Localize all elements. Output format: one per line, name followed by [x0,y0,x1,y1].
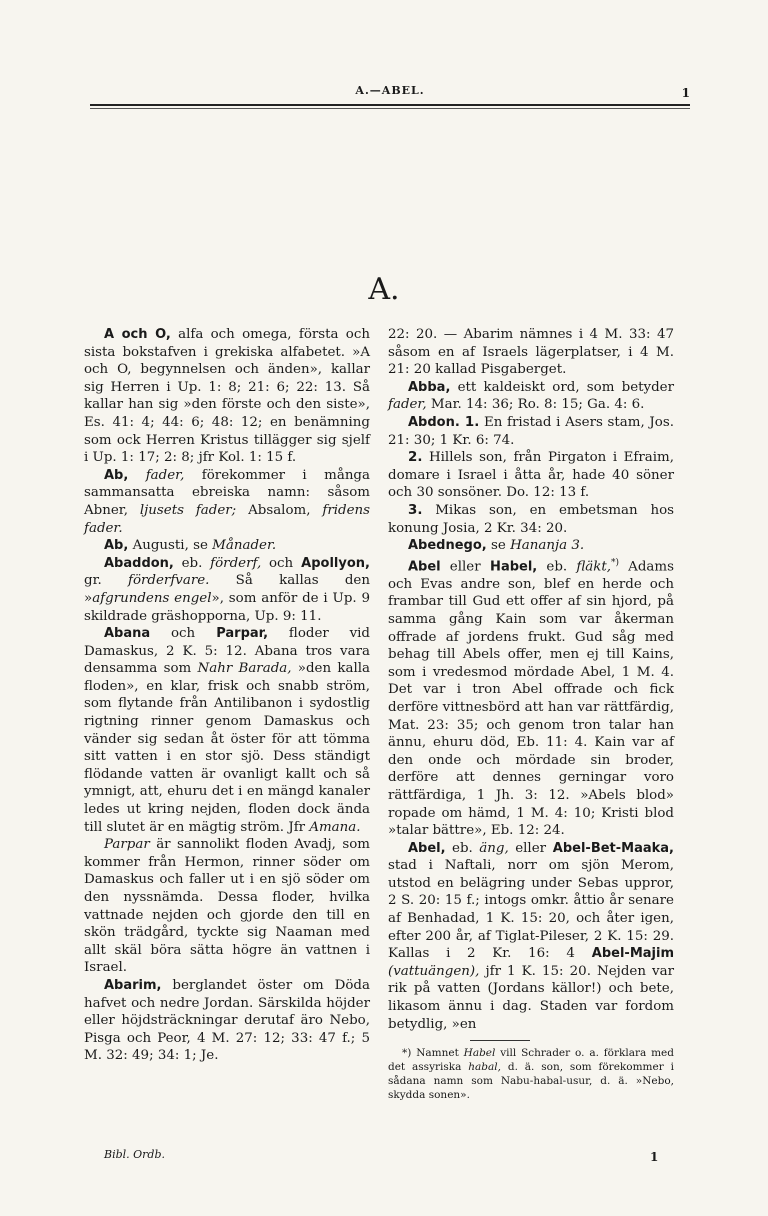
section-letter: A. [368,272,400,307]
entry-abba: Abba, ett kaldeiskt ord, som betyder fader, Mar. 14: 36; Ro. 8: 15; Ga. 4: 6. [388,379,674,413]
footnote: *) Namnet Habel vill Schrader o. a. förklara med det assyriska habal, d. ä. son, som förekommer i sådana namn som Nabu-habal-usur, d. ä. »Nebo, skydda sonen». [388,1047,674,1101]
headword: Ab, [104,467,129,483]
signature-mark: Bibl. Ordb. [104,1148,166,1161]
running-header [90,84,690,104]
page-number: 1 [681,86,690,100]
entry-abana: Abana och Parpar, floder vid Damaskus, 2 K. 5: 12. Abana tros vara densamma som Nahr Barada, »den kalla floden», en klar, frisk och snabb ström, som flytande från Antilibanon i sydostlig rigtning rinner genom Damaskus och vänder sig sedan åt öster för att tömma sitt vatten i en stor sjö. Dess ständigt flödande vatten är ovanligt kallt och så ymnigt, att, ehuru det i en mängd kanaler ledes ut kring nejden, floden dock ända till slutet är en mägtig ström. Jfr Amana. [84,626,371,835]
headword: Abba, [408,379,451,395]
entry-a-och-o: A och O, alfa och omega, första och sista bokstafven i grekiska alfabetet. »A och O, begynnelsen och änden», kallar sig Herren i Up. 1: 8; 21: 6; 22: 13. Så kallar han sig »den förste och den siste», Es. 41: 4; 44: 6; 48: 12; en benämning som ock Herren Kristus tillägger sig sjelf i Up. 1: 17; 2: 8; jfr Kol. 1: 15 f. [84,327,370,466]
running-title: A.—ABEL. [355,84,425,97]
footnote-mark: *) [402,1047,412,1059]
footnote-rule [470,1040,530,1041]
headword: Abel [408,559,441,575]
entry-abdon-3: 3. Mikas son, en embetsman hos konung Josia, 2 Kr. 34: 20. [388,502,674,536]
entry-abel-habel: Abel eller Habel, eb. fläkt,*) Adams och Evas andre son, blef en herde och frambar till Gud ett offer af sin hjord, på samma gång Kain som var åkerman offrade af jordens frukt. Gud såg med behag till Abels offer, men ej till Kains, som i vredesmod mördade Abel, 1 M. 4. Det var i tron Abel offrade och fick derföre vittnesbörd att han var rättfärdig, Mat. 23: 35; och genom tron talar han ännu, ehuru död, Eb. 11: 4. Kain var af den onde och mördade sin broder, derföre att dennes gerningar voro rättfärdiga, 1 Jh. 3: 12. »Abels blod» ropade om hämd, 1 M. 4: 10; Kristi blod »talar bättre», Eb. 12: 24. [388,557,674,839]
headword: Abana [104,626,151,642]
headword: Abarim, [104,977,162,993]
headword: Abel, [408,840,446,856]
entry-abel-bet-maaka: Abel, eb. äng, eller Abel-Bet-Maaka, stad i Naftali, norr om sjön Merom, utstod en belägring under Sebas uppror, 2 S. 20: 15 f.; intogs omkr. åttio år senare af Benhadad, 1 K. 15: 20, och åter igen, efter 200 år, af Tiglat-Pileser, 2 K. 15: 29. Kallas i 2 Kr. 16: 4 Abel-Majim (vattuängen), jfr 1 K. 15: 20. Nejden var rik på vatten (Jordans källor!) och bete, likasom ännu i dag. Staden var fordom betydlig, »en [388,840,674,1032]
entry-abdon-1: Abdon. 1. En fristad i Asers stam, Jos. 21: 30; 1 Kr. 6: 74. [388,414,674,448]
left-column [84,326,370,1065]
entry-parpar: Parpar är sannolikt floden Avadj, som kommer från Hermon, rinner söder om Damaskus och faller ut i en sjö söder om den nyssnämda. Dessa floder, hvilka vattnade nejden och gjorde den till en skön trädgård, tyckte sig Naaman med allt skäl böra sätta högre än vattnen i Israel. [84,837,370,976]
entry-abaddon: Abaddon, eb. förderf, och Apollyon, gr. förderfvare. Så kallas den »afgrundens engel», som anför de i Up. 9 skildrade gräshopporna, Up. 9: 11. [84,555,370,624]
header-rule-thin [90,108,690,109]
right-column [388,326,674,1033]
footnote-ref: *) [611,557,620,568]
entry-abarim: Abarim, berglandet öster om Döda hafvet och nedre Jordan. Särskilda höjder eller höjdsträckningar derutaf äro Nebo, Pisga och Peor, 4 M. 27: 12; 33: 47 f.; 5 M. 32: 49; 34: 1; Je. [84,977,370,1064]
entry-ab-fader: Ab, fader, förekommer i många sammansatta ebreiska namn: såsom Abner, ljusets fader; Absalom, fridens fader. [84,467,370,536]
entry-ab-augusti: Ab, Augusti, se Månader. [104,538,277,554]
entry-abednego: Abednego, se Hananja 3. [408,538,585,554]
entry-abdon-2: 2. Hillels son, från Pirgaton i Efraim, domare i Israel i åtta år, hade 40 söner och 30 sonsöner. Do. 12: 13 f. [388,450,674,501]
headword: Abdon. [408,414,460,430]
headword: A och O, [104,327,171,342]
entry-abarim-cont: 22: 20. — Abarim nämnes i 4 M. 33: 47 såsom en af Israels lägerplatser, i 4 M. 21: 20 kallad Pisgaberget. [388,327,674,378]
headword: Ab, [104,538,129,554]
headword: Abaddon, [104,555,174,571]
header-rule-thick [90,104,690,106]
headword: Abednego, [408,538,487,554]
signature-number: 1 [650,1150,659,1164]
